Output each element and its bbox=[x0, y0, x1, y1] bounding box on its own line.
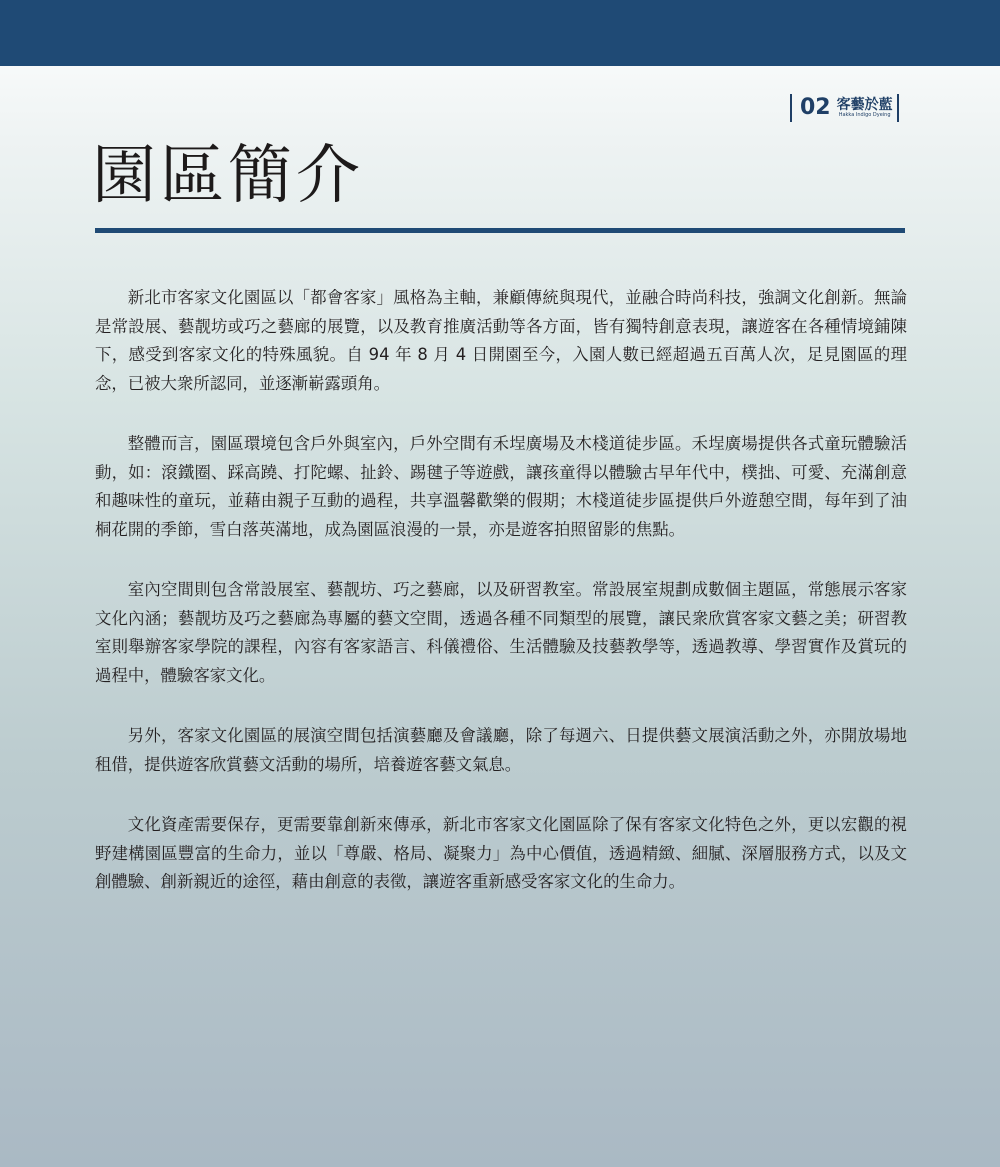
paragraph: 整體而言，園區環境包含戶外與室內，戶外空間有禾埕廣場及木棧道徒步區。禾埕廣場提供各式童玩體驗活動，如：滾鐵圈、踩高蹺、打陀螺、扯鈴、踢毽子等遊戲，讓孩童得以體驗古早年代中，樸拙、可愛、充滿創意和趣味性的童玩，並藉由親子互動的過程，共享溫馨歡樂的假期；木棧道徒步區提供戶外遊憩空間，每年到了油桐花開的季節，雪白落英滿地，成為園區浪漫的一景，亦是遊客拍照留影的焦點。 bbox=[95, 434, 907, 539]
top-color-band bbox=[0, 0, 1000, 66]
page-marker bbox=[790, 94, 899, 122]
title-underline bbox=[95, 228, 905, 233]
paragraph: 新北市客家文化園區以「都會客家」風格為主軸，兼顧傳統與現代，並融合時尚科技，強調文化創新。無論是常設展、藝靓坊或巧之藝廊的展覽，以及教育推廣活動等各方面，皆有獨特創意表現，讓遊客在各種情境鋪陳下，感受到客家文化的特殊風貌。自 94 年 8 月 4 日開園至今，入園人數已經超過五百萬人次，足見園區的理念，已被大衆所認同，並逐漸嶄露頭角。 bbox=[95, 288, 907, 393]
publication-logo-subtext: Hakka Indigo Dyeing bbox=[838, 112, 891, 118]
article-body bbox=[95, 284, 907, 929]
publication-logo-text: 客藝於藍 bbox=[836, 97, 893, 113]
paragraph: 另外，客家文化園區的展演空間包括演藝廳及會議廳，除了每週六、日提供藝文展演活動之外，亦開放場地租借，提供遊客欣賞藝文活動的場所，培養遊客藝文氣息。 bbox=[95, 726, 907, 774]
paragraph: 文化資產需要保存，更需要靠創新來傳承，新北市客家文化園區除了保有客家文化特色之外，更以宏觀的視野建構園區豐富的生命力，並以「尊嚴、格局、凝聚力」為中心價值，透過精緻、細膩、深層服務方式，以及文創體驗、創新親近的途徑，藉由創意的表徵，讓遊客重新感受客家文化的生命力。 bbox=[95, 815, 907, 891]
publication-logo bbox=[837, 98, 893, 118]
page-number: 02 bbox=[800, 95, 831, 120]
page-title: 園區簡介 bbox=[92, 139, 364, 213]
paragraph: 室內空間則包含常設展室、藝靓坊、巧之藝廊，以及研習教室。常設展室規劃成數個主題區，常態展示客家文化內涵；藝靓坊及巧之藝廊為專屬的藝文空間，透過各種不同類型的展覽，讓民衆欣賞客家文藝之美；研習教室則舉辦客家學院的課程，內容有客家語言、科儀禮俗、生活體驗及技藝教學等，透過教導、學習實作及賞玩的過程中，體驗客家文化。 bbox=[95, 580, 907, 685]
